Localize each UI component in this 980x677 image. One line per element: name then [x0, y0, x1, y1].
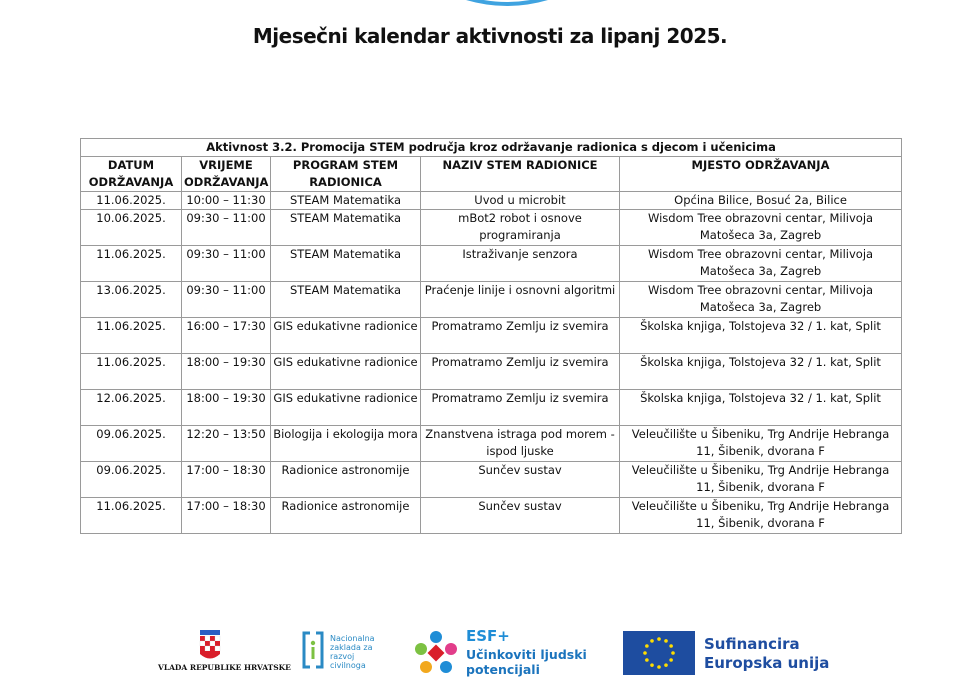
cell-time: 17:00 – 18:30	[182, 498, 271, 534]
table-row	[81, 246, 902, 282]
cell-location: Wisdom Tree obrazovni centar, Milivoja Matošeca 3a, Zagreb	[620, 210, 902, 246]
header-time: VRIJEME ODRŽAVANJA	[182, 157, 271, 192]
cell-program: STEAM Matematika	[271, 282, 421, 318]
table-row	[81, 282, 902, 318]
eu-star	[669, 658, 673, 662]
cell-time: 16:00 – 17:30	[182, 318, 271, 354]
cell-location: Općina Bilice, Bosuć 2a, Bilice	[620, 192, 902, 210]
table-row	[81, 210, 902, 246]
cell-program: Radionice astronomije	[271, 462, 421, 498]
header-program: PROGRAM STEM RADIONICA	[271, 157, 421, 192]
table-row	[81, 498, 902, 534]
cell-location: Školska knjiga, Tolstojeva 32 / 1. kat, Split	[620, 318, 902, 354]
cell-location: Veleučilište u Šibeniku, Trg Andrije Hebranga 11, Šibenik, dvorana F	[620, 426, 902, 462]
cell-time: 17:00 – 18:30	[182, 462, 271, 498]
esf-title: ESF+	[466, 627, 510, 645]
cell-date: 12.06.2025.	[81, 390, 182, 426]
cell-time: 12:20 – 13:50	[182, 426, 271, 462]
eu-flag-icon	[623, 631, 695, 675]
cell-program: Radionice astronomije	[271, 498, 421, 534]
cell-location: Wisdom Tree obrazovni centar, Milivoja Matošeca 3a, Zagreb	[620, 246, 902, 282]
esf-program-text: Učinkoviti ljudski potencijali	[466, 647, 587, 677]
cell-date: 13.06.2025.	[81, 282, 182, 318]
cell-date: 11.06.2025.	[81, 246, 182, 282]
cell-time: 09:30 – 11:00	[182, 210, 271, 246]
table-caption: Aktivnost 3.2. Promocija STEM područja kroz održavanje radionica s djecom i učenicima	[81, 139, 902, 157]
cell-workshop: mBot2 robot i osnove programiranja	[421, 210, 620, 246]
cell-location: Veleučilište u Šibeniku, Trg Andrije Hebranga 11, Šibenik, dvorana F	[620, 462, 902, 498]
cell-workshop: Sunčev sustav	[421, 462, 620, 498]
cell-workshop: Znanstvena istraga pod morem - ispod ljuske	[421, 426, 620, 462]
header-date: DATUM ODRŽAVANJA	[81, 157, 182, 192]
cell-workshop: Promatramo Zemlju iz svemira	[421, 318, 620, 354]
eu-star	[650, 639, 654, 643]
cell-location: Veleučilište u Šibeniku, Trg Andrije Hebranga 11, Šibenik, dvorana F	[620, 498, 902, 534]
top-logo-arc	[452, 0, 562, 10]
table-row	[81, 462, 902, 498]
eu-star	[669, 644, 673, 648]
cell-workshop: Promatramo Zemlju iz svemira	[421, 390, 620, 426]
table-row	[81, 318, 902, 354]
cell-program: GIS edukativne radionice	[271, 318, 421, 354]
cell-location: Školska knjiga, Tolstojeva 32 / 1. kat, Split	[620, 390, 902, 426]
page-title: Mjesečni kalendar aktivnosti za lipanj 2025.	[252, 24, 728, 48]
cell-workshop: Promatramo Zemlju iz svemira	[421, 354, 620, 390]
eu-star	[657, 665, 661, 669]
table-row	[81, 192, 902, 210]
cell-workshop: Praćenje linije i osnovni algoritmi	[421, 282, 620, 318]
cell-time: 18:00 – 19:30	[182, 354, 271, 390]
eu-star	[671, 651, 675, 655]
cell-workshop: Istraživanje senzora	[421, 246, 620, 282]
table-row	[81, 354, 902, 390]
eu-star	[664, 663, 668, 667]
cell-date: 09.06.2025.	[81, 426, 182, 462]
cell-program: Biologija i ekologija mora	[271, 426, 421, 462]
cell-time: 09:30 – 11:00	[182, 282, 271, 318]
esf-flower-logo-icon	[412, 629, 460, 675]
cell-program: STEAM Matematika	[271, 210, 421, 246]
eu-cofinance-text: Sufinancira Europska unija	[704, 635, 830, 672]
cell-date: 11.06.2025.	[81, 354, 182, 390]
cell-date: 11.06.2025.	[81, 192, 182, 210]
nz-logo-text: Nacionalna zaklada za razvoj civilnoga	[330, 634, 375, 670]
eu-star	[657, 637, 661, 641]
cell-location: Wisdom Tree obrazovni centar, Milivoja Matošeca 3a, Zagreb	[620, 282, 902, 318]
nz-bracket-logo-icon	[302, 631, 324, 669]
gov-logo-text: VLADA REPUBLIKE HRVATSKE	[158, 663, 291, 672]
schedule-table	[80, 138, 902, 534]
cell-program: GIS edukativne radionice	[271, 354, 421, 390]
cell-workshop: Sunčev sustav	[421, 498, 620, 534]
cell-date: 11.06.2025.	[81, 498, 182, 534]
eu-star	[664, 639, 668, 643]
header-workshop: NAZIV STEM RADIONICE	[421, 157, 620, 192]
eu-star	[650, 663, 654, 667]
eu-star	[643, 651, 647, 655]
table-header-row	[81, 157, 902, 192]
cell-date: 09.06.2025.	[81, 462, 182, 498]
cell-time: 10:00 – 11:30	[182, 192, 271, 210]
cell-date: 11.06.2025.	[81, 318, 182, 354]
cell-location: Školska knjiga, Tolstojeva 32 / 1. kat, Split	[620, 354, 902, 390]
eu-star	[645, 644, 649, 648]
cell-program: GIS edukativne radionice	[271, 390, 421, 426]
cell-date: 10.06.2025.	[81, 210, 182, 246]
footer-logos	[0, 625, 980, 675]
table-row	[81, 426, 902, 462]
cell-time: 09:30 – 11:00	[182, 246, 271, 282]
cell-workshop: Uvod u microbit	[421, 192, 620, 210]
table-row	[81, 390, 902, 426]
header-location: MJESTO ODRŽAVANJA	[620, 157, 902, 192]
eu-star	[645, 658, 649, 662]
cell-program: STEAM Matematika	[271, 246, 421, 282]
cell-program: STEAM Matematika	[271, 192, 421, 210]
cell-time: 18:00 – 19:30	[182, 390, 271, 426]
croatian-coat-of-arms-icon	[198, 630, 222, 662]
